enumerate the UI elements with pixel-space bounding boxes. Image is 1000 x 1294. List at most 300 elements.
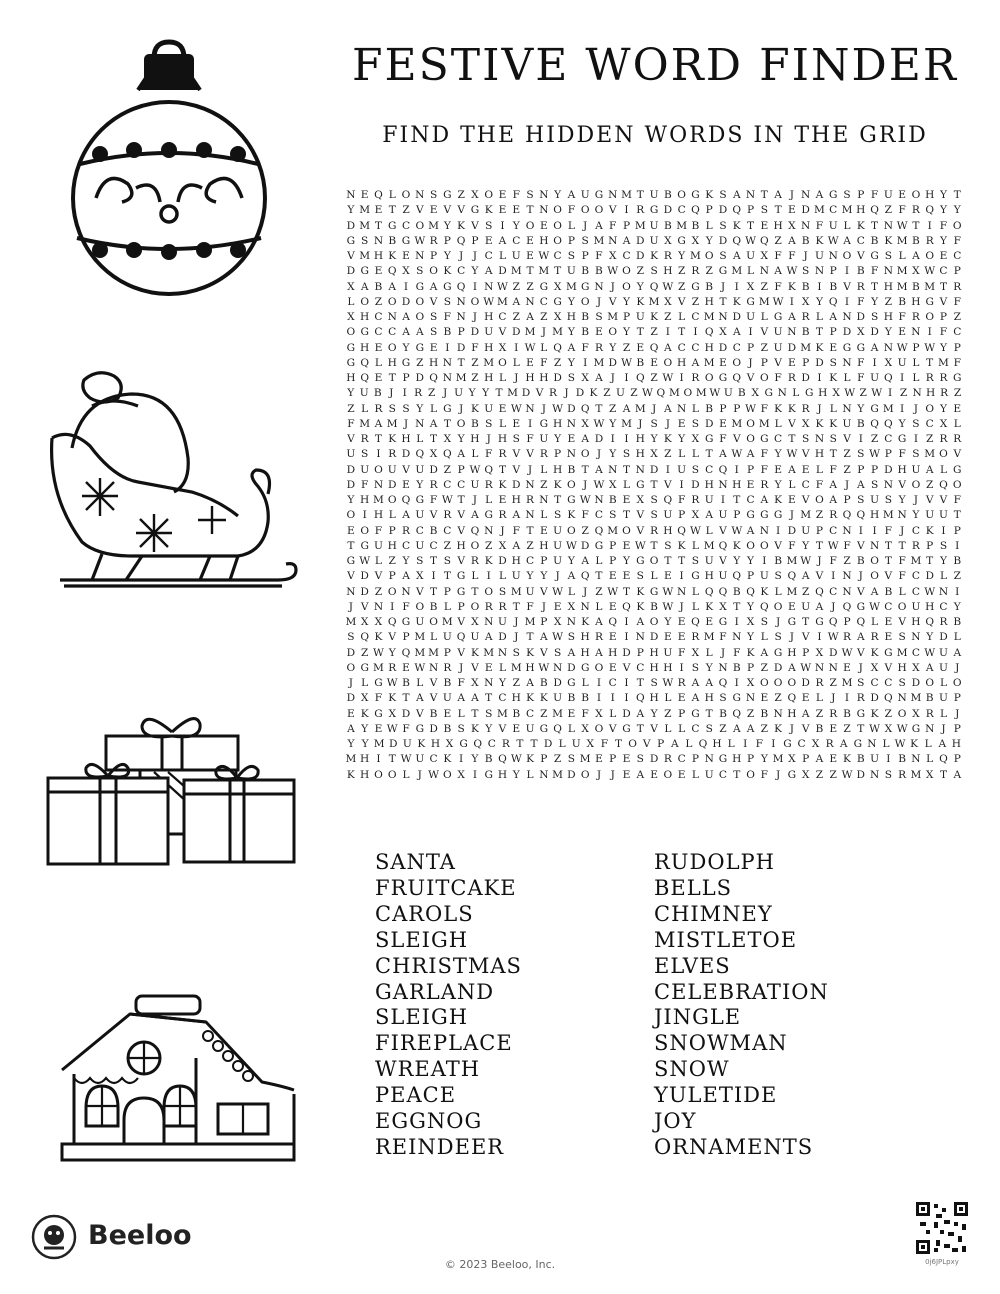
grid-letter: M	[676, 219, 688, 232]
grid-letter: T	[388, 204, 396, 217]
grid-letter: Z	[899, 387, 908, 400]
grid-letter: R	[691, 372, 700, 384]
grid-letter: H	[635, 433, 645, 445]
grid-letter: Y	[898, 494, 906, 506]
grid-letter: M	[910, 768, 922, 781]
grid-letter: P	[443, 234, 451, 247]
grid-letter: A	[622, 402, 631, 415]
grid-letter: Z	[374, 295, 383, 308]
grid-letter: B	[663, 219, 672, 232]
grid-letter: V	[746, 372, 755, 384]
grid-letter: Q	[429, 372, 438, 384]
grid-letter: T	[595, 570, 603, 583]
grid-letter: K	[484, 204, 493, 217]
grid-letter: P	[829, 265, 837, 278]
grid-letter: A	[567, 646, 576, 659]
grid-letter: I	[514, 341, 519, 354]
grid-letter: R	[539, 448, 548, 461]
grid-letter: T	[430, 585, 438, 598]
grid-row	[344, 539, 964, 554]
grid-letter: G	[649, 204, 659, 217]
grid-letter: X	[691, 433, 700, 445]
grid-letter: L	[595, 555, 603, 567]
grid-letter: P	[471, 234, 479, 247]
grid-letter: I	[376, 448, 381, 461]
grid-letter: T	[374, 433, 382, 445]
grid-letter: Y	[512, 768, 520, 781]
grid-letter: Z	[636, 265, 644, 278]
grid-letter: E	[774, 463, 782, 476]
grid-letter: W	[359, 555, 371, 567]
grid-letter: A	[484, 265, 493, 278]
grid-letter: A	[567, 341, 576, 354]
grid-letter: Y	[498, 677, 506, 689]
grid-letter: C	[691, 341, 700, 354]
grid-letter: A	[953, 646, 962, 659]
grid-letter: D	[911, 677, 921, 689]
grid-letter: L	[774, 585, 782, 598]
grid-letter: M	[882, 402, 894, 415]
grid-letter: T	[884, 555, 892, 567]
grid-letter: K	[815, 417, 824, 430]
grid-letter: S	[912, 417, 920, 430]
grid-letter: F	[581, 707, 589, 720]
grid-letter: Q	[401, 646, 411, 659]
grid-letter: F	[788, 539, 796, 552]
grid-letter: L	[457, 707, 465, 720]
grid-letter: Y	[609, 341, 617, 354]
grid-letter: V	[429, 295, 438, 308]
grid-letter: W	[896, 219, 908, 232]
grid-letter: P	[829, 326, 837, 339]
grid-letter: B	[581, 326, 590, 339]
grid-letter: B	[912, 280, 920, 293]
grid-letter: M	[565, 280, 577, 293]
grid-letter: Q	[649, 341, 659, 354]
grid-letter: A	[567, 189, 576, 201]
grid-letter: U	[704, 555, 714, 567]
grid-row	[344, 600, 964, 615]
grid-letter: E	[705, 616, 714, 628]
grid-letter: D	[663, 204, 673, 217]
grid-letter: J	[831, 692, 836, 705]
grid-letter: K	[470, 722, 479, 735]
grid-letter: I	[734, 616, 739, 628]
grid-letter: J	[831, 600, 836, 613]
grid-letter: O	[580, 448, 590, 461]
grid-letter: O	[443, 768, 452, 781]
grid-letter: K	[636, 585, 645, 598]
grid-letter: C	[746, 494, 755, 506]
grid-letter: W	[373, 646, 384, 659]
grid-letter: X	[815, 646, 824, 659]
grid-letter: P	[609, 539, 617, 552]
grid-letter: B	[429, 600, 438, 613]
grid-letter: W	[800, 661, 812, 674]
grid-letter: C	[911, 570, 920, 583]
grid-letter: J	[459, 250, 464, 262]
grid-letter: P	[802, 646, 810, 659]
grid-row	[344, 524, 964, 539]
grid-letter: B	[512, 707, 521, 720]
grid-letter: U	[870, 494, 880, 506]
grid-letter: H	[497, 433, 508, 445]
grid-letter: G	[636, 478, 645, 491]
grid-letter: P	[953, 722, 961, 735]
grid-letter: D	[773, 661, 783, 674]
grid-letter: H	[712, 738, 722, 750]
grid-letter: K	[553, 478, 562, 491]
grid-row	[344, 264, 964, 279]
grid-letter: E	[663, 631, 672, 644]
grid-letter: V	[415, 204, 424, 217]
grid-letter: W	[510, 402, 522, 415]
grid-letter: U	[442, 631, 452, 644]
grid-letter: F	[526, 600, 534, 613]
grid-letter: Q	[663, 494, 673, 506]
grid-letter: Z	[457, 189, 465, 201]
grid-letter: E	[622, 768, 631, 781]
grid-letter: M	[695, 387, 707, 400]
grid-letter: Q	[732, 570, 742, 583]
grid-letter: S	[485, 417, 493, 430]
grid-letter: Z	[859, 387, 867, 400]
grid-letter: D	[401, 448, 411, 461]
grid-letter: N	[718, 311, 728, 323]
grid-letter: V	[429, 509, 438, 522]
grid-letter: X	[347, 311, 355, 323]
grid-letter: Z	[471, 356, 479, 369]
grid-letter: M	[731, 265, 743, 278]
grid-letter: W	[869, 448, 881, 461]
grid-letter: K	[567, 509, 576, 522]
grid-letter: V	[540, 585, 548, 598]
grid-letter: P	[622, 311, 631, 323]
grid-letter: U	[911, 463, 921, 476]
grid-letter: N	[442, 372, 452, 384]
grid-letter: N	[635, 463, 645, 476]
grid-letter: M	[621, 189, 632, 201]
grid-letter: U	[773, 341, 783, 354]
grid-letter: D	[801, 204, 810, 217]
grid-letter: Y	[926, 631, 934, 644]
grid-letter: T	[912, 219, 920, 232]
grid-letter: W	[869, 722, 881, 735]
grid-letter: D	[498, 265, 507, 278]
grid-letter: J	[789, 189, 795, 201]
grid-letter: C	[525, 707, 535, 720]
grid-letter: R	[388, 448, 397, 461]
grid-letter: M	[841, 204, 853, 217]
grid-letter: D	[649, 463, 659, 476]
grid-letter: V	[512, 448, 521, 461]
grid-letter: K	[539, 692, 548, 705]
grid-letter: F	[953, 356, 961, 369]
grid-row	[344, 646, 964, 661]
grid-letter: N	[842, 402, 852, 415]
grid-letter: H	[430, 738, 441, 750]
grid-letter: C	[953, 326, 962, 339]
grid-letter: O	[360, 295, 370, 308]
grid-letter: T	[622, 509, 631, 522]
grid-letter: E	[498, 494, 507, 506]
grid-letter: V	[884, 661, 893, 674]
grid-row	[344, 417, 964, 432]
grid-letter: L	[882, 738, 890, 750]
grid-letter: K	[870, 707, 879, 720]
grid-letter: O	[387, 768, 397, 781]
grid-letter: X	[581, 417, 589, 430]
grid-letter: J	[541, 402, 546, 415]
grid-letter: P	[746, 204, 755, 217]
grid-letter: H	[539, 372, 549, 384]
grid-letter: T	[953, 189, 961, 201]
grid-letter: L	[609, 707, 617, 720]
grid-letter: U	[814, 250, 824, 262]
grid-letter: G	[594, 539, 604, 552]
grid-letter: V	[801, 722, 810, 735]
grid-letter: G	[829, 189, 838, 201]
grid-letter: H	[484, 311, 494, 323]
grid-letter: V	[457, 509, 465, 522]
grid-letter: W	[552, 585, 564, 598]
grid-letter: Q	[691, 204, 700, 217]
grid-letter: H	[818, 387, 828, 400]
grid-letter: S	[884, 250, 892, 262]
grid-letter: M	[507, 387, 518, 400]
grid-letter: Z	[540, 478, 548, 491]
grid-letter: I	[817, 280, 822, 293]
grid-letter: T	[926, 555, 934, 567]
grid-letter: X	[912, 661, 920, 674]
grid-letter: T	[495, 387, 503, 400]
grid-letter: F	[898, 204, 906, 217]
grid-letter: G	[760, 509, 769, 522]
grid-letter: A	[595, 616, 603, 628]
grid-letter: W	[894, 738, 906, 750]
grid-letter: X	[595, 707, 603, 720]
grid-letter: E	[829, 753, 838, 766]
grid-letter: E	[650, 356, 658, 369]
grid-letter: O	[815, 494, 824, 506]
grid-letter: U	[402, 738, 412, 750]
grid-letter: H	[787, 707, 797, 720]
grid-letter: P	[926, 539, 934, 552]
grid-letter: B	[581, 311, 590, 323]
grid-letter: A	[636, 616, 645, 628]
grid-letter: F	[815, 219, 824, 232]
grid-letter: F	[600, 738, 609, 750]
grid-letter: L	[815, 311, 823, 323]
grid-letter: H	[883, 280, 893, 293]
grid-letter: N	[539, 204, 549, 217]
grid-letter: F	[857, 356, 865, 369]
grid-letter: W	[662, 372, 674, 384]
grid-letter: O	[746, 539, 755, 552]
grid-letter: Z	[829, 677, 837, 689]
grid-letter: C	[911, 646, 920, 659]
grid-letter: E	[650, 768, 658, 781]
grid-letter: Y	[347, 387, 355, 400]
grid-row	[344, 447, 964, 462]
grid-letter: N	[801, 219, 811, 232]
grid-letter: U	[525, 585, 535, 598]
grid-letter: L	[402, 768, 410, 781]
grid-letter: R	[443, 509, 452, 522]
grid-letter: Z	[760, 661, 769, 674]
grid-letter: E	[719, 356, 727, 369]
grid-letter: T	[926, 356, 934, 369]
grid-letter: G	[401, 234, 411, 247]
grid-letter: Z	[926, 433, 934, 445]
grid-letter: S	[884, 768, 892, 781]
grid-letter: N	[842, 585, 852, 598]
grid-letter: L	[361, 402, 369, 415]
grid-letter: R	[402, 524, 410, 537]
grid-letter: Q	[374, 189, 383, 201]
word-list-item: SLEIGH	[375, 927, 469, 952]
grid-letter: Z	[609, 402, 617, 415]
grid-letter: W	[593, 478, 605, 491]
grid-letter: X	[347, 280, 355, 293]
grid-letter: G	[718, 616, 728, 628]
grid-letter: Y	[953, 600, 961, 613]
grid-letter: Z	[843, 555, 851, 567]
grid-letter: E	[374, 722, 383, 735]
grid-letter: G	[360, 265, 369, 278]
grid-letter: H	[373, 509, 384, 522]
grid-letter: R	[856, 692, 865, 705]
grid-letter: F	[760, 448, 768, 461]
grid-letter: P	[443, 585, 451, 598]
grid-letter: R	[787, 372, 796, 384]
grid-letter: N	[883, 219, 893, 232]
grid-letter: T	[733, 768, 741, 781]
grid-letter: D	[346, 219, 356, 232]
grid-letter: P	[843, 494, 851, 506]
grid-letter: T	[443, 570, 451, 583]
grid-letter: N	[525, 478, 535, 491]
grid-letter: R	[829, 509, 838, 522]
grid-letter: R	[856, 280, 865, 293]
grid-letter: O	[387, 341, 397, 354]
grid-letter: P	[746, 661, 755, 674]
gifts-illustration	[44, 710, 300, 872]
grid-letter: F	[898, 555, 906, 567]
grid-letter: J	[858, 661, 863, 674]
grid-letter: A	[839, 738, 848, 750]
grid-letter: H	[360, 311, 370, 323]
grid-letter: I	[624, 677, 629, 689]
grid-letter: O	[939, 448, 948, 461]
grid-letter: Y	[760, 753, 768, 766]
grid-letter: F	[402, 600, 410, 613]
grid-letter: P	[678, 707, 686, 720]
grid-letter: L	[388, 189, 396, 201]
grid-letter: B	[760, 707, 769, 720]
grid-letter: V	[953, 448, 962, 461]
grid-letter: M	[731, 417, 743, 430]
grid-letter: C	[911, 524, 920, 537]
grid-letter: W	[924, 646, 936, 659]
grid-letter: L	[512, 356, 520, 369]
grid-letter: U	[553, 555, 563, 567]
grid-row	[344, 402, 964, 417]
grid-letter: Q	[498, 753, 507, 766]
grid-letter: M	[510, 585, 522, 598]
grid-letter: O	[842, 250, 852, 262]
grid-letter: U	[649, 234, 659, 247]
grid-letter: V	[540, 646, 548, 659]
grid-letter: F	[512, 189, 520, 201]
grid-letter: N	[828, 661, 838, 674]
grid-letter: S	[760, 204, 768, 217]
grid-letter: Y	[871, 295, 879, 308]
grid-letter: I	[789, 295, 794, 308]
grid-letter: Q	[925, 204, 935, 217]
grid-letter: I	[720, 494, 726, 506]
grid-letter: A	[415, 326, 424, 339]
grid-letter: Y	[361, 738, 369, 750]
grid-letter: F	[898, 311, 906, 323]
grid-letter: J	[583, 585, 588, 598]
grid-letter: T	[760, 189, 768, 201]
grid-letter: N	[346, 189, 356, 201]
grid-letter: G	[856, 707, 866, 720]
grid-letter: K	[360, 707, 369, 720]
grid-letter: W	[400, 753, 412, 766]
grid-letter: L	[792, 387, 800, 400]
grid-letter: A	[636, 768, 645, 781]
grid-letter: B	[843, 707, 851, 720]
grid-letter: B	[774, 555, 782, 567]
grid-letter: S	[650, 509, 658, 522]
grid-letter: M	[359, 204, 371, 217]
grid-letter: T	[388, 753, 396, 766]
grid-letter: M	[579, 753, 591, 766]
grid-letter: V	[801, 448, 810, 461]
grid-letter: F	[939, 219, 948, 232]
grid-letter: R	[526, 494, 535, 506]
grid-letter: B	[443, 722, 452, 735]
grid-letter: U	[553, 692, 563, 705]
grid-letter: T	[939, 280, 948, 293]
grid-letter: T	[871, 219, 879, 232]
grid-letter: J	[638, 417, 643, 430]
grid-letter: W	[689, 524, 701, 537]
grid-letter: D	[718, 341, 728, 354]
grid-letter: B	[663, 189, 672, 201]
grid-letter: L	[912, 372, 920, 384]
grid-letter: N	[456, 295, 466, 308]
grid-letter: O	[746, 417, 755, 430]
grid-letter: W	[731, 524, 743, 537]
grid-letter: D	[567, 402, 576, 415]
grid-letter: V	[774, 539, 782, 552]
grid-letter: X	[586, 738, 595, 750]
grid-letter: T	[485, 692, 493, 705]
grid-letter: F	[755, 738, 763, 750]
grid-letter: U	[939, 692, 948, 705]
grid-letter: O	[594, 722, 604, 735]
grid-letter: I	[486, 570, 491, 583]
grid-letter: D	[704, 417, 714, 430]
grid-letter: N	[594, 494, 604, 506]
grid-letter: S	[429, 326, 438, 339]
grid-letter: Y	[471, 265, 479, 278]
grid-letter: J	[817, 555, 822, 567]
grid-letter: Q	[718, 463, 728, 476]
